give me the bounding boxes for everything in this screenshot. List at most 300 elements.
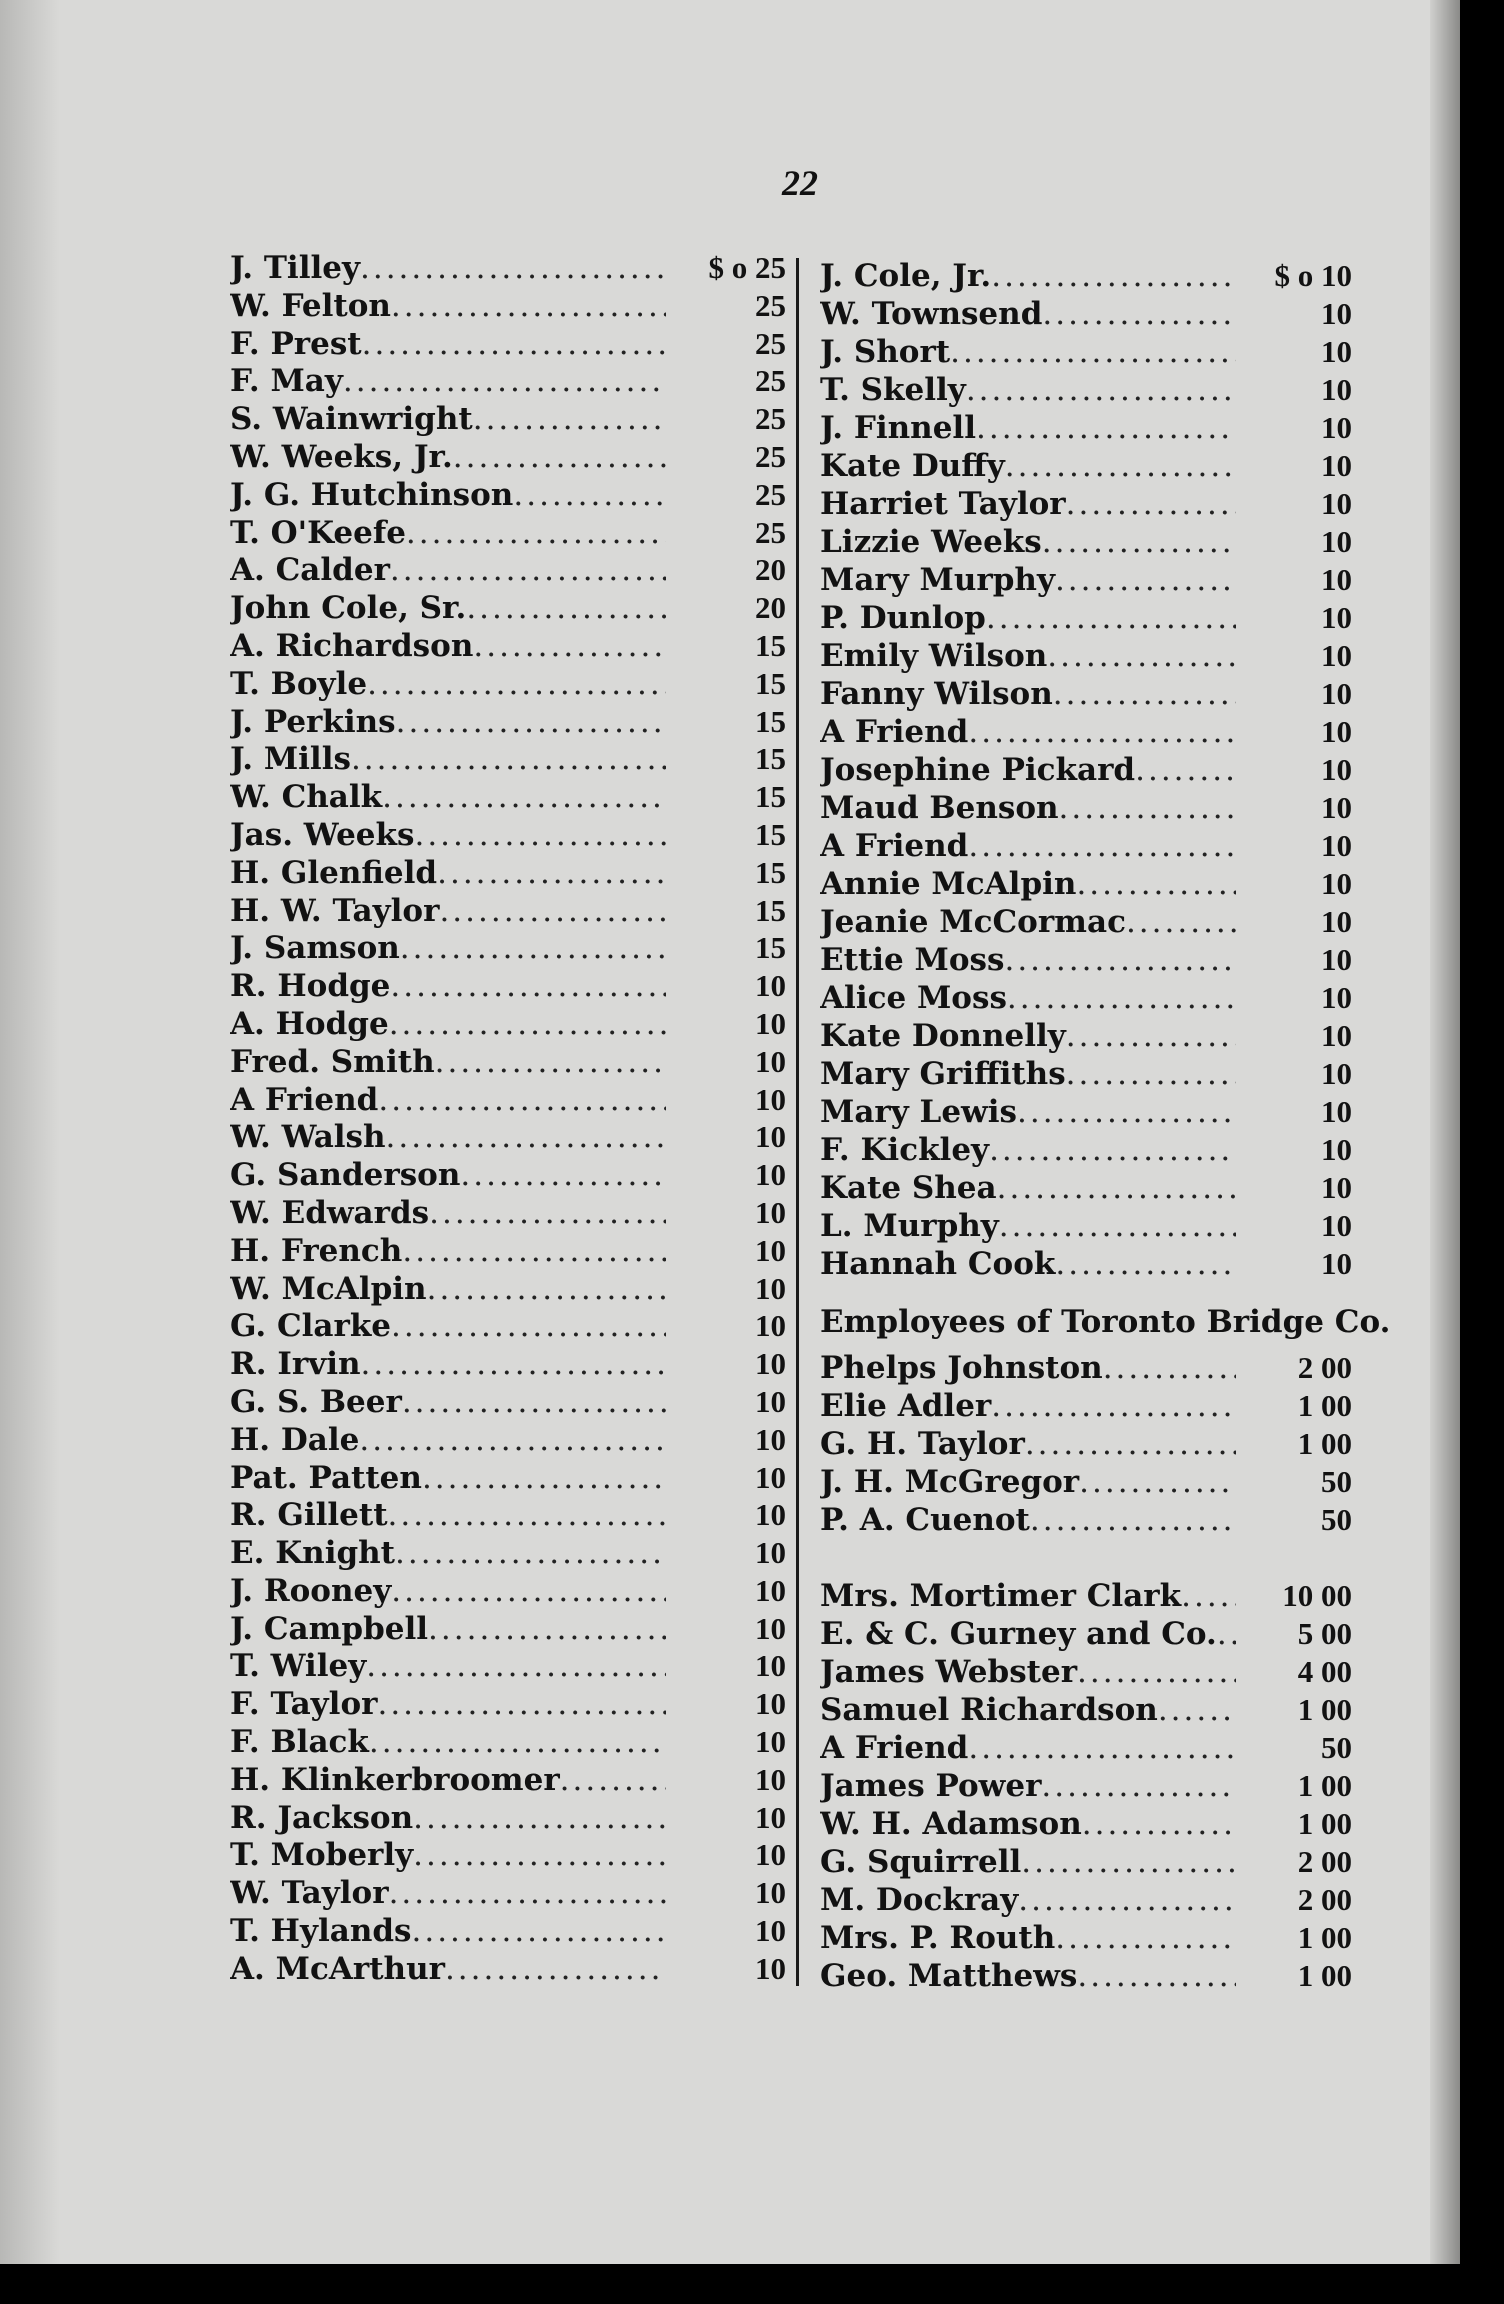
donation-amount: 10 [755, 1421, 786, 1457]
leader-dots [369, 1724, 666, 1760]
donor-row [230, 515, 786, 553]
donation-amount: 10 [755, 1799, 786, 1835]
right-donor-column [820, 258, 1391, 1996]
donor-name: Kate Duffy [820, 448, 1005, 484]
donor-name: P. A. Cuenot [820, 1502, 1030, 1538]
donor-name: Josephine Pickard [820, 752, 1136, 788]
donor-row [820, 1018, 1352, 1056]
donor-name: E. & C. Gurney and Co. [820, 1616, 1217, 1652]
donor-name: Annie McAlpin [820, 866, 1077, 902]
leader-dots [1079, 1464, 1236, 1500]
donor-name: Fred. Smith [230, 1043, 435, 1080]
donor-row [820, 1806, 1352, 1844]
donation-amount: 15 [755, 779, 786, 815]
donor-name: Jeanie McCormac [820, 904, 1126, 940]
donor-name: T. Hylands [230, 1913, 412, 1950]
donor-row [230, 1195, 786, 1233]
section-spacer [820, 1540, 1352, 1578]
donor-row [820, 334, 1352, 372]
donor-name: Phelps Johnston [820, 1350, 1103, 1386]
donation-amount: 4 00 [1297, 1654, 1352, 1689]
donation-amount: 10 [755, 1346, 786, 1382]
donor-name: Jas. Weeks [230, 816, 415, 853]
leader-dots [999, 1208, 1236, 1244]
donor-row [230, 1346, 786, 1384]
donation-amount: 10 [755, 1232, 786, 1268]
leader-dots [453, 439, 666, 475]
donor-name: J. Finnell [820, 410, 976, 446]
donor-name: J. Mills [230, 741, 351, 778]
donor-row [820, 752, 1352, 790]
donation-amount: 25 [755, 438, 786, 474]
donation-amount: 1 00 [1297, 1806, 1352, 1841]
donor-row [820, 790, 1352, 828]
donor-row [820, 1350, 1352, 1388]
donor-row [820, 1426, 1352, 1464]
donation-amount: 10 [755, 1686, 786, 1722]
donor-row [820, 486, 1352, 524]
donation-amount: 1 00 [1297, 1426, 1352, 1461]
donor-row [230, 817, 786, 855]
donation-amount: 10 [1321, 1018, 1352, 1053]
donor-name: Mrs. P. Routh [820, 1920, 1056, 1956]
donor-row [230, 401, 786, 439]
donation-amount: 10 [1321, 942, 1352, 977]
donor-name: F. May [230, 363, 343, 400]
leader-dots [968, 714, 1236, 750]
donor-name: W. Townsend [820, 296, 1043, 332]
donor-row [820, 828, 1352, 866]
leader-dots [466, 590, 666, 626]
donation-amount: 10 [755, 1043, 786, 1079]
donor-row [230, 1535, 786, 1573]
donation-amount: 1 00 [1297, 1958, 1352, 1993]
donation-amount: 10 [1321, 904, 1352, 939]
donor-row [230, 1044, 786, 1082]
donation-amount: 10 [1321, 980, 1352, 1015]
donor-row [230, 326, 786, 364]
donor-name: J. Short [820, 334, 951, 370]
donor-name: Emily Wilson [820, 638, 1048, 674]
leader-dots [400, 930, 666, 966]
donor-row [820, 904, 1352, 942]
leader-dots [1158, 1692, 1236, 1728]
donor-row [230, 1384, 786, 1422]
donor-row [230, 1951, 786, 1989]
donor-name: Harriet Taylor [820, 486, 1066, 522]
page-number: 22 [782, 163, 818, 203]
donor-row [820, 1730, 1352, 1768]
donor-name: F. Black [230, 1724, 369, 1761]
leader-dots [1004, 942, 1236, 978]
donor-row [230, 779, 786, 817]
donation-amount: 10 [1321, 638, 1352, 673]
leader-dots [560, 1762, 666, 1798]
donation-amount: 10 [1321, 410, 1352, 445]
leader-dots [429, 1195, 666, 1231]
donation-amount: 10 [755, 1194, 786, 1230]
donor-name: G. Sanderson [230, 1157, 461, 1194]
right-donor-list [820, 258, 1352, 1284]
leader-dots [412, 1913, 667, 1949]
donation-amount: 10 [755, 1648, 786, 1684]
donor-name: Samuel Richardson [820, 1692, 1158, 1728]
donor-row [820, 676, 1352, 714]
donor-row [820, 942, 1352, 980]
leader-dots [1055, 562, 1236, 598]
leader-dots [413, 1800, 666, 1836]
donor-row [230, 1006, 786, 1044]
donor-row [230, 1800, 786, 1838]
left-donor-column [230, 250, 786, 1989]
leader-dots [473, 401, 666, 437]
donor-name: H. French [230, 1232, 403, 1269]
leader-dots [445, 1951, 666, 1987]
donor-row [820, 410, 1352, 448]
donor-row [230, 968, 786, 1006]
leader-dots [997, 1170, 1236, 1206]
donation-amount: 25 [755, 476, 786, 512]
donor-row [230, 628, 786, 666]
donor-name: T. Skelly [820, 372, 966, 408]
donation-amount: 10 [1321, 372, 1352, 407]
donor-row [820, 448, 1352, 486]
donor-row [230, 1233, 786, 1271]
donation-amount: 2 00 [1297, 1350, 1352, 1385]
leader-dots [1059, 790, 1236, 826]
donor-name: A Friend [820, 1730, 969, 1766]
donor-name: P. Dunlop [820, 600, 986, 636]
leader-dots [1066, 486, 1236, 522]
donor-name: A. Calder [230, 552, 390, 589]
leader-dots [1076, 866, 1236, 902]
donor-name: J. H. McGregor [820, 1464, 1080, 1500]
leader-dots [1007, 980, 1236, 1016]
donor-name: G. Clarke [230, 1308, 392, 1345]
donor-name: J. Tilley [230, 250, 360, 286]
donor-row [820, 1208, 1352, 1246]
donation-amount: 25 [755, 401, 786, 437]
donor-name: Ettie Moss [820, 942, 1005, 978]
donor-name: M. Dockray [820, 1882, 1019, 1918]
donation-amount: 10 [755, 1270, 786, 1306]
donor-name: Kate Shea [820, 1170, 997, 1206]
donation-amount: 15 [755, 854, 786, 890]
leader-dots [390, 552, 666, 588]
donation-amount: 10 [755, 1119, 786, 1155]
donor-row [820, 1844, 1352, 1882]
donation-amount: 10 [755, 1497, 786, 1533]
donor-row [820, 638, 1352, 676]
donor-name: E. Knight [230, 1535, 396, 1572]
donor-row [820, 1958, 1352, 1996]
leader-dots [1053, 676, 1236, 712]
donor-row [230, 1422, 786, 1460]
donor-row [230, 893, 786, 931]
leader-dots [360, 250, 666, 286]
donation-amount: 10 [755, 1950, 786, 1986]
donor-row [230, 1837, 786, 1875]
donor-row [230, 1648, 786, 1686]
leader-dots [991, 1388, 1236, 1424]
donation-amount: 15 [755, 665, 786, 701]
donor-row [230, 1308, 786, 1346]
donor-row [820, 296, 1352, 334]
leader-dots [390, 968, 666, 1004]
donation-amount: 10 [755, 1005, 786, 1041]
donor-name: Maud Benson [820, 790, 1059, 826]
donor-row [230, 552, 786, 590]
donor-row [820, 600, 1352, 638]
donor-name: Geo. Matthews [820, 1958, 1078, 1994]
donation-amount: 10 [755, 1724, 786, 1760]
donor-name: J. Perkins [230, 703, 396, 740]
leader-dots [1021, 1844, 1236, 1880]
donation-amount: 10 [1321, 1132, 1352, 1167]
donor-row [230, 666, 786, 704]
donor-name: G. H. Taylor [820, 1426, 1025, 1462]
donor-row [820, 866, 1352, 904]
leader-dots [382, 779, 666, 815]
donor-row [230, 1611, 786, 1649]
donation-amount: 10 [1321, 790, 1352, 825]
donation-amount: 15 [755, 703, 786, 739]
leader-dots [351, 741, 666, 777]
leader-dots [1041, 1768, 1236, 1804]
leader-dots [367, 666, 666, 702]
donation-amount: 10 00 [1282, 1578, 1352, 1613]
donor-row [230, 1724, 786, 1762]
donation-amount: 10 [755, 1535, 786, 1571]
leader-dots [1018, 1882, 1236, 1918]
donation-amount: 10 [1321, 600, 1352, 635]
leader-dots [1042, 524, 1236, 560]
leader-dots [1017, 1094, 1236, 1130]
donation-amount: 5 00 [1297, 1616, 1352, 1651]
leader-dots [1103, 1350, 1236, 1386]
donor-row [820, 1654, 1352, 1692]
leader-dots [378, 1082, 666, 1118]
donor-row [820, 1578, 1352, 1616]
column-divider [796, 258, 799, 1986]
section-title-bridge: Employees of Toronto Bridge Co. [820, 1304, 1391, 1340]
donor-name: Hannah Cook [820, 1246, 1056, 1282]
donor-name: W. Edwards [230, 1194, 430, 1231]
leader-dots [377, 1686, 666, 1722]
donation-amount: 15 [755, 930, 786, 966]
donor-row [820, 1464, 1352, 1502]
donor-name: S. Wainwright [230, 401, 473, 438]
leader-dots [513, 477, 666, 513]
donor-name: T. Wiley [230, 1648, 367, 1685]
donation-amount: 2 00 [1297, 1882, 1352, 1917]
donor-row [230, 1573, 786, 1611]
donor-name: A Friend [820, 714, 969, 750]
donation-amount: 10 [1321, 524, 1352, 559]
donation-amount: 10 [755, 1837, 786, 1873]
donor-name: J. Samson [230, 930, 400, 967]
leader-dots [1030, 1502, 1236, 1538]
leader-dots [389, 1875, 666, 1911]
donor-row [230, 439, 786, 477]
leader-dots [1082, 1806, 1236, 1842]
leader-dots [1055, 1246, 1236, 1282]
donor-row [230, 704, 786, 742]
donor-name: W. Felton [230, 287, 391, 324]
donor-name: James Webster [820, 1654, 1078, 1690]
donation-amount: 10 [1321, 752, 1352, 787]
leader-dots [1181, 1578, 1236, 1614]
donation-amount: 50 [1321, 1730, 1352, 1765]
donation-amount: 10 [1321, 296, 1352, 331]
donor-row [820, 258, 1352, 296]
leader-dots [1047, 638, 1236, 674]
leader-dots [435, 1044, 666, 1080]
donation-amount: 15 [755, 741, 786, 777]
donor-name: G. Squirrell [820, 1844, 1022, 1880]
donor-name: J. G. Hutchinson [230, 476, 514, 513]
donor-name: A Friend [820, 828, 969, 864]
donor-row [820, 714, 1352, 752]
donor-row [230, 1119, 786, 1157]
donation-amount: 10 [755, 1913, 786, 1949]
donor-name: L. Murphy [820, 1208, 999, 1244]
donor-row [230, 930, 786, 968]
donor-row [820, 562, 1352, 600]
donor-row [820, 1132, 1352, 1170]
donor-row [820, 1920, 1352, 1958]
donation-amount: 10 [1321, 562, 1352, 597]
donor-row [230, 1082, 786, 1120]
leader-dots [1066, 1056, 1236, 1092]
leader-dots [427, 1271, 666, 1307]
donor-row [820, 1056, 1352, 1094]
donation-amount: 10 [1321, 448, 1352, 483]
donation-amount: 2 00 [1297, 1844, 1352, 1879]
donor-row [820, 1502, 1352, 1540]
donor-name: W. Weeks, Jr. [230, 438, 453, 475]
leader-dots [989, 1132, 1236, 1168]
donor-row [230, 1460, 786, 1498]
donor-row [820, 980, 1352, 1018]
donor-row [820, 1616, 1352, 1654]
donor-row [230, 288, 786, 326]
donor-name: H. W. Taylor [230, 892, 440, 929]
leader-dots [422, 1460, 666, 1496]
donation-amount: 10 [755, 1157, 786, 1193]
donation-amount: 10 [1321, 1094, 1352, 1129]
donation-amount: 10 [1321, 676, 1352, 711]
leader-dots [413, 1837, 666, 1873]
donor-row [230, 1497, 786, 1535]
leader-dots [460, 1157, 666, 1193]
donor-row [820, 1768, 1352, 1806]
donor-row [230, 1762, 786, 1800]
donation-amount: 10 [1321, 1056, 1352, 1091]
donor-name: R. Irvin [230, 1346, 361, 1383]
donor-name: T. O'Keefe [230, 514, 406, 551]
donor-name: A. Hodge [230, 1005, 389, 1042]
donation-amount: 50 [1321, 1502, 1352, 1537]
donor-name: Mary Griffiths [820, 1056, 1066, 1092]
donor-row [820, 372, 1352, 410]
leader-dots [950, 334, 1236, 370]
donor-name: W. McAlpin [230, 1270, 427, 1307]
donor-name: Alice Moss [820, 980, 1007, 1016]
donor-name: Mary Murphy [820, 562, 1055, 598]
leader-dots [439, 893, 666, 929]
leader-dots [362, 326, 666, 362]
donor-name: J. Campbell [230, 1610, 429, 1647]
donor-name: F. Kickley [820, 1132, 990, 1168]
donation-amount: 10 [1321, 714, 1352, 749]
donor-row [820, 524, 1352, 562]
donor-name: A. McArthur [230, 1950, 445, 1987]
donation-amount: 25 [755, 325, 786, 361]
other-donor-list [820, 1578, 1352, 1996]
leader-dots [968, 1730, 1236, 1766]
leader-dots [389, 1006, 666, 1042]
donor-name: J. Cole, Jr. [820, 258, 992, 294]
page-gutter-shadow [0, 0, 60, 2264]
donor-name: Mary Lewis [820, 1094, 1017, 1130]
leader-dots [391, 1308, 666, 1344]
donation-amount: 10 [1321, 334, 1352, 369]
donor-name: John Cole, Sr. [230, 590, 467, 627]
donation-amount: 15 [755, 892, 786, 928]
donation-amount: 50 [1321, 1464, 1352, 1499]
leader-dots [1025, 1426, 1236, 1462]
donor-name: T. Boyle [230, 665, 368, 702]
donor-row [230, 363, 786, 401]
leader-dots [391, 1573, 666, 1609]
leader-dots [1005, 448, 1236, 484]
leader-dots [1135, 752, 1236, 788]
donor-row [820, 1388, 1352, 1426]
donation-amount: 25 [755, 287, 786, 323]
leader-dots [1077, 1654, 1236, 1690]
donor-name: W. Chalk [230, 779, 383, 816]
leader-dots [991, 258, 1236, 294]
leader-dots [391, 288, 666, 324]
leader-dots [966, 372, 1236, 408]
leader-dots [437, 855, 666, 891]
donor-name: G. S. Beer [230, 1383, 402, 1420]
donation-amount: 15 [755, 627, 786, 663]
donation-amount: 15 [755, 816, 786, 852]
donor-name: R. Hodge [230, 968, 391, 1005]
donation-amount: 1 00 [1297, 1768, 1352, 1803]
donation-amount: $ o 25 [708, 250, 786, 285]
donor-name: A Friend [230, 1081, 379, 1118]
leader-dots [396, 704, 666, 740]
donor-name: F. Taylor [230, 1686, 378, 1723]
donor-name: W. Walsh [230, 1119, 386, 1156]
leader-dots [402, 1233, 666, 1269]
donation-amount: 10 [755, 1610, 786, 1646]
donor-row [230, 741, 786, 779]
donor-name: W. Taylor [230, 1875, 389, 1912]
page-edge [1430, 0, 1460, 2264]
donor-name: Kate Donnelly [820, 1018, 1066, 1054]
donor-name: H. Dale [230, 1421, 360, 1458]
donor-name: R. Jackson [230, 1799, 414, 1836]
donor-name: H. Klinkerbroomer [230, 1761, 560, 1798]
donor-row [820, 1170, 1352, 1208]
donation-amount: 10 [1321, 866, 1352, 901]
donation-amount: 10 [1321, 1246, 1352, 1281]
donation-amount: 1 00 [1297, 1920, 1352, 1955]
